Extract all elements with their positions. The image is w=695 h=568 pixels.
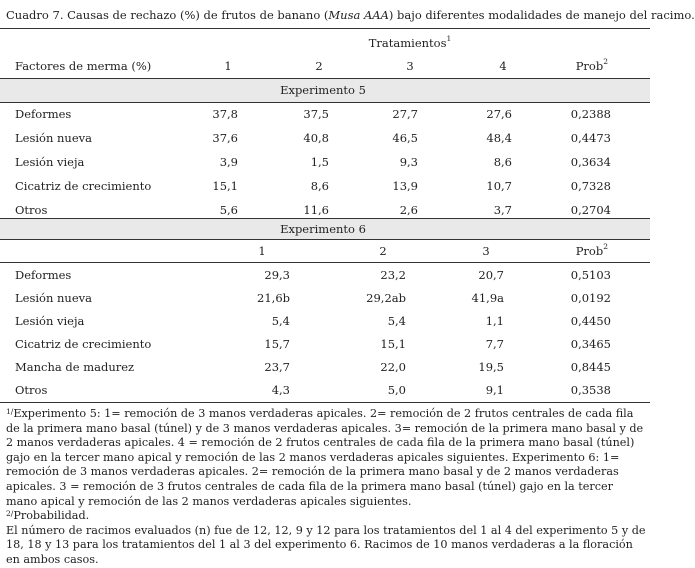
exp5-row-label: Cicatriz de crecimiento <box>15 179 152 193</box>
exp6-cell: 15,7 <box>264 337 290 351</box>
exp5-row-label: Lesión nueva <box>15 131 92 145</box>
exp5-row-label: Deformes <box>15 107 72 121</box>
exp5-cell: 37,8 <box>212 107 238 121</box>
exp5-cell: 3,9 <box>219 155 238 169</box>
exp6-prob: 0,3465 <box>570 337 611 351</box>
footnote-2-marker: 2/ <box>6 509 14 519</box>
exp5-cell: 46,5 <box>392 131 418 145</box>
exp5-cell: 1,5 <box>310 155 329 169</box>
footnote-1-marker: 1/ <box>6 407 14 416</box>
exp5-cell: 40,8 <box>303 131 329 145</box>
exp6-cell: 15,1 <box>380 337 406 351</box>
caption-prefix: Cuadro 7. Causas de rechazo (%) de frutos de banano ( <box>6 8 329 22</box>
footnotes <box>6 407 646 568</box>
header-col-4: 4 <box>499 59 507 73</box>
exp5-cell: 27,7 <box>392 107 418 121</box>
exp5-rule <box>0 102 650 103</box>
exp6-cell: 1,1 <box>485 314 504 328</box>
exp5-cell: 8,6 <box>310 179 329 193</box>
exp5-cell: 9,3 <box>399 155 418 169</box>
exp5-cell: 27,6 <box>486 107 512 121</box>
exp6-rule <box>0 239 650 240</box>
exp6-cell: 23,7 <box>264 360 290 374</box>
header-factores: Factores de merma (%) <box>15 59 152 73</box>
exp5-row-label: Lesión vieja <box>15 155 85 169</box>
superscript: 2 <box>603 242 608 251</box>
exp6-col-3: 3 <box>482 244 490 258</box>
exp6-cell: 5,0 <box>387 383 406 397</box>
caption-species: Musa AAA <box>328 8 389 22</box>
exp6-prob: 0,8445 <box>570 360 611 374</box>
bottom-rule <box>0 402 650 403</box>
exp5-cell: 13,9 <box>392 179 418 193</box>
exp6-row-label: Mancha de madurez <box>15 360 135 374</box>
exp6-row-label: Otros <box>15 383 48 397</box>
top-rule <box>0 28 650 29</box>
exp6-cell: 9,1 <box>485 383 504 397</box>
exp5-cell: 10,7 <box>486 179 512 193</box>
exp6-cell: 20,7 <box>478 268 504 282</box>
exp5-cell: 37,6 <box>212 131 238 145</box>
exp6-cell: 23,2 <box>380 268 406 282</box>
footnote-3: El número de racimos evaluados (n) fue de 12, 12, 9 y 12 para los tratamientos del 1 al 4 del experimento 5 y de 18, 18 y 13 para los tratamientos del 1 al 3 del experimento 6. Racimos de 10 manos verdaderas a la floración en ambos casos. <box>6 523 646 566</box>
exp6-cell: 41,9a <box>471 291 504 305</box>
exp6-cell: 21,6b <box>257 291 290 305</box>
footnote-2 <box>6 509 646 524</box>
exp6-cell: 7,7 <box>485 337 504 351</box>
exp5-prob: 0,7328 <box>570 179 611 193</box>
exp5-prob: 0,3634 <box>570 155 611 169</box>
exp6-cell: 29,3 <box>264 268 290 282</box>
exp6-cell: 29,2ab <box>366 291 406 305</box>
footnote-1 <box>6 407 646 509</box>
exp5-prob: 0,2388 <box>570 107 611 121</box>
footnote-1-text: Experimento 5: 1= remoción de 3 manos verdaderas apicales. 2= remoción de 2 frutos centrales de cada fila de la primera mano basal (túnel) y de 3 manos verdaderas apicales. 3= remoción de la primera mano basal y de 2 manos verdaderas apicales. 4 = remoción de 2 frutos centrales de cada fila de la primera mano basal (túnel) gajo en la tercer mano apical y remoción de las 2 manos verdaderas apicales siguientes. Experimento 6: 1= remoción de 3 manos verdaderas apicales. 2= remoción de la primera mano basal y de 2 manos verdaderas apicales. 3 = remoción de 3 frutos centrales de cada fila de la primera mano basal (túnel) gajo en la tercer mano apical y remoción de las 2 manos verdaderas apicales siguientes. <box>6 407 644 508</box>
exp6-row-label: Cicatriz de crecimiento <box>15 337 152 351</box>
exp6-row-label: Deformes <box>15 268 72 282</box>
exp6-cell: 4,3 <box>271 383 290 397</box>
exp6-cell: 5,4 <box>271 314 290 328</box>
exp5-title: Experimento 5 <box>280 83 366 97</box>
exp5-cell: 5,6 <box>219 203 238 217</box>
exp5-cell: 2,6 <box>399 203 418 217</box>
exp6-prob: 0,3538 <box>570 383 611 397</box>
header-col-3: 3 <box>406 59 414 73</box>
superscript: 2 <box>603 57 608 66</box>
exp6-col-1: 1 <box>258 244 266 258</box>
exp6-col-2: 2 <box>379 244 387 258</box>
exp5-prob: 0,4473 <box>570 131 611 145</box>
exp5-prob: 0,2704 <box>570 203 611 217</box>
header-tratamientos: Tratamientos$^1$ <box>368 34 452 50</box>
exp6-row-label: Lesión nueva <box>15 291 92 305</box>
exp5-cell: 11,6 <box>303 203 329 217</box>
header-prob: Prob$^2$ <box>575 57 608 73</box>
exp6-cell: 5,4 <box>387 314 406 328</box>
exp6-cell: 19,5 <box>478 360 504 374</box>
exp5-cell: 15,1 <box>212 179 238 193</box>
header-col-1: 1 <box>224 59 232 73</box>
exp5-cell: 8,6 <box>493 155 512 169</box>
exp6-header-rule <box>0 262 650 263</box>
exp6-row-label: Lesión vieja <box>15 314 85 328</box>
exp5-row-label: Otros <box>15 203 48 217</box>
exp6-title: Experimento 6 <box>280 222 366 236</box>
exp5-cell: 48,4 <box>486 131 512 145</box>
table-caption <box>6 8 695 22</box>
exp6-prob: 0,4450 <box>570 314 611 328</box>
footnote-2-text: Probabilidad. <box>13 509 90 523</box>
superscript: 1 <box>446 34 452 43</box>
exp6-prob-header: Prob$^2$ <box>575 242 608 258</box>
exp6-cell: 22,0 <box>380 360 406 374</box>
exp5-cell: 37,5 <box>303 107 329 121</box>
exp6-prob: 0,5103 <box>570 268 611 282</box>
exp6-prob: 0,0192 <box>570 291 611 305</box>
header-col-2: 2 <box>315 59 323 73</box>
exp5-cell: 3,7 <box>493 203 512 217</box>
caption-suffix: ) bajo diferentes modalidades de manejo del racimo. <box>388 8 695 22</box>
